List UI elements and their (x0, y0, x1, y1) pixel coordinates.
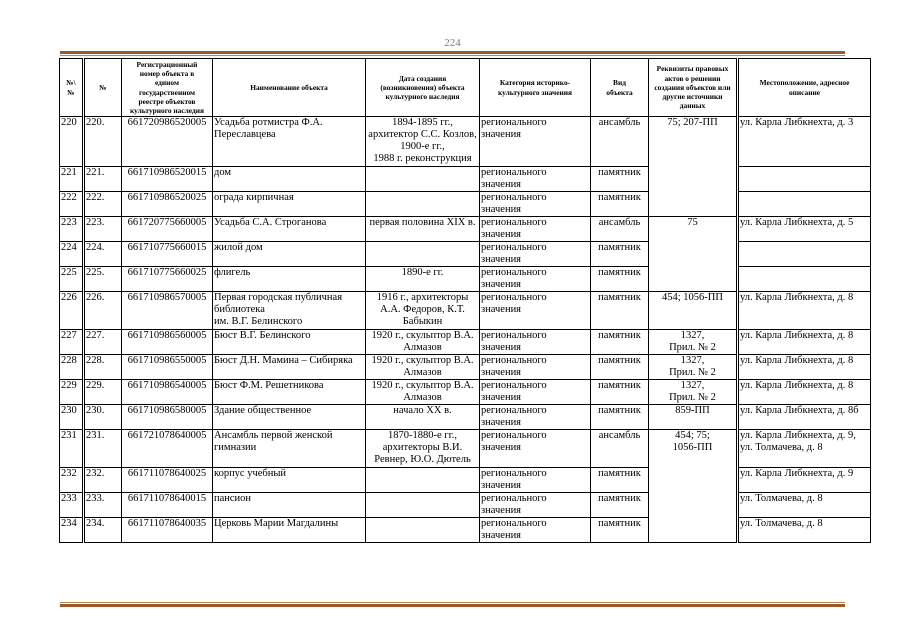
table-row (60, 493, 871, 518)
object-type-cell: памятник (591, 493, 649, 518)
object-type-cell: памятник (591, 518, 649, 543)
address-cell: ул. Карла Либкнехта, д. 8б (738, 405, 871, 430)
row-number-cell: 220. (84, 117, 122, 167)
header-object-type: Вид объекта (591, 59, 649, 117)
creation-date-cell (366, 192, 480, 217)
row-number-cell: 233. (84, 493, 122, 518)
row-number-cell: 221. (84, 167, 122, 192)
object-name-cell: ограда кирпичная (213, 192, 366, 217)
row-number-cell: 232. (84, 468, 122, 493)
registry-number-cell: 661710986570005 (122, 292, 213, 330)
registry-number-cell: 661720986520005 (122, 117, 213, 167)
row-index-cell: 226 (60, 292, 84, 330)
table-row (60, 405, 871, 430)
creation-date-cell: 1920 г., скульптор В.А. Алмазов (366, 330, 480, 355)
registry-number-cell: 661711078640015 (122, 493, 213, 518)
address-cell: ул. Карла Либкнехта, д. 5 (738, 217, 871, 242)
object-name-cell: корпус учебный (213, 468, 366, 493)
category-cell: регионального значения (480, 192, 591, 217)
legal-acts-cell: 454; 75; 1056-ПП (649, 430, 738, 543)
object-type-cell: памятник (591, 242, 649, 267)
row-number-cell: 222. (84, 192, 122, 217)
row-number-cell: 226. (84, 292, 122, 330)
object-type-cell: ансамбль (591, 430, 649, 468)
row-index-cell: 225 (60, 267, 84, 292)
header-legal-acts: Реквизиты правовых актов о решении создания объектов или другие источники данных (649, 59, 738, 117)
category-cell: регионального значения (480, 493, 591, 518)
row-index-cell: 222 (60, 192, 84, 217)
legal-acts-cell: 75 (649, 217, 738, 292)
address-cell (738, 242, 871, 267)
object-name-cell: Бюст Ф.М. Решетникова (213, 380, 366, 405)
table-header-row (60, 59, 871, 117)
table-row (60, 117, 871, 167)
table-row (60, 380, 871, 405)
header-number: № (84, 59, 122, 117)
header-rule (60, 51, 845, 56)
row-number-cell: 223. (84, 217, 122, 242)
row-index-cell: 229 (60, 380, 84, 405)
registry-number-cell: 661710775660025 (122, 267, 213, 292)
legal-acts-cell: 75; 207-ПП (649, 117, 738, 217)
table-row (60, 242, 871, 267)
address-cell (738, 267, 871, 292)
table-row (60, 355, 871, 380)
address-cell: ул. Карла Либкнехта, д. 8 (738, 292, 871, 330)
object-type-cell: памятник (591, 267, 649, 292)
object-type-cell: памятник (591, 405, 649, 430)
address-cell: ул. Карла Либкнехта, д. 3 (738, 117, 871, 167)
row-index-cell: 227 (60, 330, 84, 355)
registry-number-cell: 661711078640035 (122, 518, 213, 543)
category-cell: регионального значения (480, 355, 591, 380)
address-cell: ул. Карла Либкнехта, д. 9 (738, 468, 871, 493)
row-number-cell: 227. (84, 330, 122, 355)
row-index-cell: 228 (60, 355, 84, 380)
header-address: Местоположение, адресное описание (738, 59, 871, 117)
header-category: Категория историко- культурного значения (480, 59, 591, 117)
address-cell: ул. Толмачева, д. 8 (738, 518, 871, 543)
registry-number-cell: 661710986550005 (122, 355, 213, 380)
registry-number-cell: 661720775660005 (122, 217, 213, 242)
category-cell: регионального значения (480, 518, 591, 543)
category-cell: регионального значения (480, 292, 591, 330)
category-cell: регионального значения (480, 117, 591, 167)
table-row (60, 430, 871, 468)
registry-number-cell: 661710986560005 (122, 330, 213, 355)
footer-rule-thick (60, 604, 845, 607)
object-type-cell: ансамбль (591, 217, 649, 242)
table-row (60, 167, 871, 192)
object-name-cell: Здание общественное (213, 405, 366, 430)
address-cell: ул. Толмачева, д. 8 (738, 493, 871, 518)
object-type-cell: памятник (591, 355, 649, 380)
object-type-cell: памятник (591, 468, 649, 493)
category-cell: регионального значения (480, 330, 591, 355)
category-cell: регионального значения (480, 217, 591, 242)
address-cell: ул. Карла Либкнехта, д. 8 (738, 380, 871, 405)
creation-date-cell: 1920 г., скульптор В.А. Алмазов (366, 355, 480, 380)
object-name-cell: Ансамбль первой женской гимназии (213, 430, 366, 468)
header-creation-date: Дата создания (возникновения) объекта культурного наследия (366, 59, 480, 117)
category-cell: регионального значения (480, 267, 591, 292)
registry-number-cell: 661710986580005 (122, 405, 213, 430)
creation-date-cell: 1916 г., архитекторы А.А. Федоров, К.Т. Бабыкин (366, 292, 480, 330)
legal-acts-cell: 454; 1056-ПП (649, 292, 738, 330)
row-index-cell: 223 (60, 217, 84, 242)
row-number-cell: 230. (84, 405, 122, 430)
footer-rule (60, 602, 845, 607)
object-name-cell: Первая городская публичная библиотека им. В.Г. Белинского (213, 292, 366, 330)
legal-acts-cell: 1327, Прил. № 2 (649, 380, 738, 405)
header-rule-thick (60, 51, 845, 54)
category-cell: регионального значения (480, 468, 591, 493)
category-cell: регионального значения (480, 430, 591, 468)
object-type-cell: памятник (591, 192, 649, 217)
creation-date-cell: 1894-1895 гг., архитектор С.С. Козлов, 1900-е гг., 1988 г. реконструкция (366, 117, 480, 167)
object-name-cell: Бюст В.Г. Белинского (213, 330, 366, 355)
table-row (60, 217, 871, 242)
address-cell (738, 167, 871, 192)
registry-number-cell: 661710986540005 (122, 380, 213, 405)
header-rule-thin (60, 55, 845, 56)
creation-date-cell (366, 167, 480, 192)
heritage-registry-table (59, 58, 871, 543)
registry-number-cell: 661710986520025 (122, 192, 213, 217)
legal-acts-cell: 1327, Прил. № 2 (649, 355, 738, 380)
object-name-cell: пансион (213, 493, 366, 518)
row-number-cell: 224. (84, 242, 122, 267)
row-index-cell: 232 (60, 468, 84, 493)
row-index-cell: 234 (60, 518, 84, 543)
table-row (60, 330, 871, 355)
address-cell: ул. Карла Либкнехта, д. 8 (738, 355, 871, 380)
row-index-cell: 221 (60, 167, 84, 192)
object-name-cell: Церковь Марии Магдалины (213, 518, 366, 543)
address-cell: ул. Карла Либкнехта, д. 9, ул. Толмачева, д. 8 (738, 430, 871, 468)
table-row (60, 292, 871, 330)
header-registry-number: Регистрационный номер объекта в едином государственном реестре объектов культурного наследия (122, 59, 213, 117)
legal-acts-cell: 859-ПП (649, 405, 738, 430)
row-number-cell: 231. (84, 430, 122, 468)
registry-number-cell: 661711078640025 (122, 468, 213, 493)
creation-date-cell: 1920 г., скульптор В.А. Алмазов (366, 380, 480, 405)
creation-date-cell (366, 468, 480, 493)
object-type-cell: ансамбль (591, 117, 649, 167)
creation-date-cell (366, 493, 480, 518)
footer-rule-thin (60, 602, 845, 603)
address-cell (738, 192, 871, 217)
page-number: 224 (444, 37, 461, 49)
header-row-index: №\ № (60, 59, 84, 117)
object-name-cell: флигель (213, 267, 366, 292)
creation-date-cell: начало XX в. (366, 405, 480, 430)
row-index-cell: 233 (60, 493, 84, 518)
registry-number-cell: 661710986520015 (122, 167, 213, 192)
address-cell: ул. Карла Либкнехта, д. 8 (738, 330, 871, 355)
row-index-cell: 220 (60, 117, 84, 167)
creation-date-cell (366, 518, 480, 543)
category-cell: регионального значения (480, 380, 591, 405)
registry-number-cell: 661710775660015 (122, 242, 213, 267)
table-row (60, 192, 871, 217)
object-name-cell: Усадьба ротмистра Ф.А. Переславцева (213, 117, 366, 167)
table-row (60, 468, 871, 493)
object-name-cell: Бюст Д.Н. Мамина – Сибиряка (213, 355, 366, 380)
creation-date-cell: первая половина XIX в. (366, 217, 480, 242)
table-row (60, 518, 871, 543)
category-cell: регионального значения (480, 242, 591, 267)
object-name-cell: Усадьба С.А. Строганова (213, 217, 366, 242)
object-name-cell: жилой дом (213, 242, 366, 267)
row-number-cell: 229. (84, 380, 122, 405)
category-cell: регионального значения (480, 167, 591, 192)
row-number-cell: 228. (84, 355, 122, 380)
object-type-cell: памятник (591, 167, 649, 192)
object-type-cell: памятник (591, 380, 649, 405)
creation-date-cell (366, 242, 480, 267)
table-row (60, 267, 871, 292)
row-index-cell: 231 (60, 430, 84, 468)
creation-date-cell: 1890-е гг. (366, 267, 480, 292)
registry-number-cell: 661721078640005 (122, 430, 213, 468)
header-object-name: Наименование объекта (213, 59, 366, 117)
legal-acts-cell: 1327, Прил. № 2 (649, 330, 738, 355)
row-index-cell: 230 (60, 405, 84, 430)
object-name-cell: дом (213, 167, 366, 192)
category-cell: регионального значения (480, 405, 591, 430)
row-index-cell: 224 (60, 242, 84, 267)
object-type-cell: памятник (591, 330, 649, 355)
row-number-cell: 225. (84, 267, 122, 292)
object-type-cell: памятник (591, 292, 649, 330)
row-number-cell: 234. (84, 518, 122, 543)
creation-date-cell: 1870-1880-е гг., архитекторы В.И. Ревнер, Ю.О. Дютель (366, 430, 480, 468)
